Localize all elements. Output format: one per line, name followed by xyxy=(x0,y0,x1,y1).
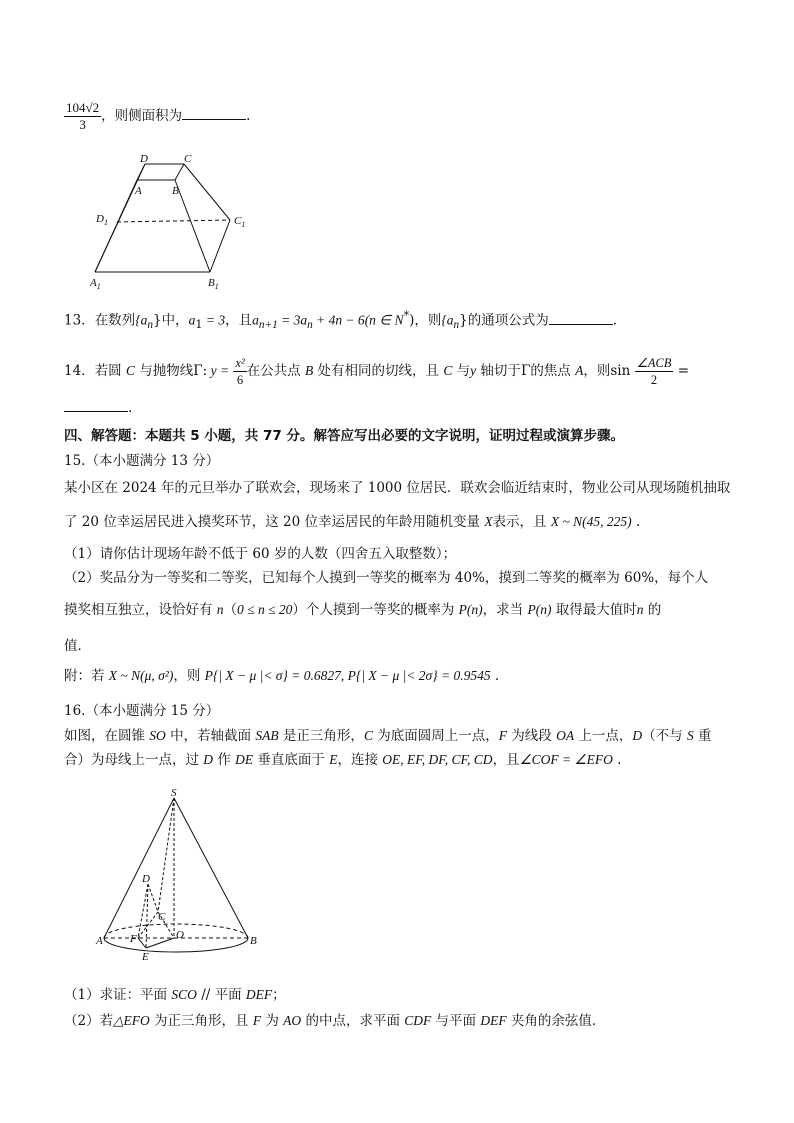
q13-rec-tail: + 4n − 6 xyxy=(312,312,365,328)
q15-note3: . xyxy=(490,668,500,684)
q14-t2: 与抛物线 xyxy=(135,363,194,379)
q16-D2: D xyxy=(203,752,214,767)
q13-t5: 的通项公式为 xyxy=(467,312,549,329)
cone-label-B: B xyxy=(250,935,257,947)
q14-fraction xyxy=(233,355,246,388)
q14-t5: 与 xyxy=(452,363,471,379)
label-A1: $A_1$ xyxy=(90,277,101,291)
q16-s2c: 为 xyxy=(261,1013,284,1029)
q16-OA: OA xyxy=(556,728,575,743)
q14-eq: = xyxy=(673,363,690,379)
q14-gamma: Γ xyxy=(193,363,203,379)
q13-cond-close: ) xyxy=(409,312,415,329)
q15-note1: 附：若 xyxy=(64,668,109,684)
q16-s2a: （2）若 xyxy=(64,1013,114,1029)
q15-s2a: （2）奖品分为一等奖和二等奖，已知每个人摸到一等奖的概率为 40%，摸到二等奖的概率为 60%，每个人 xyxy=(64,570,709,586)
q15-p2c: . xyxy=(631,514,641,530)
q12-frac-num: 104√2 xyxy=(66,100,100,115)
q16-p2f: . xyxy=(612,752,622,768)
q15-s2b3: ）个人摸到一等奖的概率为 xyxy=(292,602,459,618)
q16-p2 xyxy=(64,750,621,770)
q15-s2b2: （ xyxy=(223,602,238,618)
q14-answer-blank xyxy=(64,399,128,412)
q15-s1: （1）请你估计现场年龄不低于 60 岁的人数（四舍五入取整数）； xyxy=(64,546,457,562)
q13-end: . xyxy=(612,312,618,329)
section-4-heading: 四、解答题：本题共 5 小题，共 77 分。解答应写出必要的文字说明，证明过程或演算步骤。 xyxy=(64,428,624,444)
q15-p2a: 了 20 位幸运居民进入摸奖环节，这 20 位幸运居民的年龄用随机变量 xyxy=(64,514,485,530)
q15-dist: X ~ N(45, 225) xyxy=(550,514,632,529)
q13-seq: {a xyxy=(135,312,148,328)
cone-label-S: S xyxy=(171,787,177,799)
q13-t2: 中， xyxy=(161,312,189,329)
q12-fraction xyxy=(64,100,101,133)
cone-label-D: D xyxy=(142,873,150,885)
q14-end: . xyxy=(128,400,133,416)
q14-C: C xyxy=(125,363,135,378)
q16-E: E xyxy=(329,752,338,767)
label-C1: $C_1$ xyxy=(234,215,246,229)
q15-s2b1: 摸奖相互独立，设恰好有 xyxy=(64,602,217,618)
q15-note2: ，则 xyxy=(173,668,205,684)
q13-a1-val: = 3 xyxy=(202,312,226,328)
q15-s2b6: 的 xyxy=(643,602,662,618)
q14-angle-fraction xyxy=(635,355,674,388)
q14-answer-line xyxy=(64,398,132,418)
label-B1: $B_1$ xyxy=(208,277,219,291)
cone-label-F: F xyxy=(130,933,137,945)
cone-label-A: A xyxy=(96,935,103,947)
label-D1: $D_1$ xyxy=(96,213,108,227)
q15-note-dist: X ~ N(μ, σ²) xyxy=(108,668,174,683)
q12-text: ，则侧面积为 xyxy=(101,108,183,124)
q16-SCO: SCO xyxy=(171,987,197,1002)
q14-A: A xyxy=(575,363,584,378)
q16-p1a: 如图，在圆锥 xyxy=(64,728,150,744)
q14-ang-den: 2 xyxy=(650,373,658,387)
q16-DEF2: DEF xyxy=(480,1013,507,1028)
q15-s2c: 值． xyxy=(64,638,91,654)
q16-AO: AO xyxy=(283,1013,302,1028)
q16-s1c: ； xyxy=(272,987,286,1003)
figure-cone xyxy=(94,786,264,971)
q15-Pn2: P(n) xyxy=(527,602,552,617)
q13-rec-sub: n+1 xyxy=(258,319,278,332)
q16-p1c: 是正三角形， xyxy=(278,728,364,744)
q13-number: 13． xyxy=(64,312,95,329)
q16-C: C xyxy=(363,728,373,743)
q13-rec-rhs: = 3a xyxy=(277,312,308,328)
q16-CDF: CDF xyxy=(404,1013,432,1028)
q16-p1e: 为线段 xyxy=(507,728,557,744)
q15-range: 0 ≤ n ≤ 20 xyxy=(237,602,293,617)
q16-SAB: SAB xyxy=(255,728,279,743)
q13-a1-sub: 1 xyxy=(195,318,203,332)
q14-B: B xyxy=(304,363,314,378)
q15-s2b xyxy=(64,600,661,620)
q16-s1b: // 平面 xyxy=(196,987,246,1003)
q16-s1 xyxy=(64,985,286,1005)
q14-y: y = xyxy=(207,363,230,378)
label-B: B xyxy=(172,185,179,197)
q16-s2 xyxy=(64,1011,605,1031)
q16-s2f: 夹角的余弦值． xyxy=(506,1013,606,1029)
q14-t7: 的焦点 xyxy=(530,363,576,379)
q13-rec-rhs-sub: n xyxy=(307,319,313,332)
q16-p2d: ，连接 xyxy=(337,752,383,768)
q16-p2e: ，且 xyxy=(492,752,520,768)
q12-line xyxy=(64,100,250,144)
q12-end: . xyxy=(246,108,251,124)
q15-n: n xyxy=(216,602,224,617)
q14-t4: 处有相同的切线，且 xyxy=(313,363,444,379)
q16-p2a: 合）为母线上一点，过 xyxy=(64,752,204,768)
q16-s2b: 为正三角形，且 xyxy=(149,1013,253,1029)
q12-answer-blank xyxy=(182,107,246,120)
q13-answer-blank xyxy=(549,312,613,325)
q15-X: X xyxy=(484,514,493,529)
q14-number: 14． xyxy=(64,363,95,379)
q14-sin: sin xyxy=(610,363,631,379)
q16-p2c: 垂直底面于 xyxy=(253,752,330,768)
q16-D: D xyxy=(632,728,643,743)
label-C: C xyxy=(184,153,192,165)
figure-frustum xyxy=(80,152,250,292)
q14-yy: y xyxy=(470,363,477,378)
q12-frac-den: 3 xyxy=(79,117,86,132)
q13-t3: ，且 xyxy=(225,312,253,329)
q14-t1: 若圆 xyxy=(94,363,126,379)
q14-ang-num: ∠ACB xyxy=(636,356,672,370)
q13-cond-sup: * xyxy=(403,309,410,322)
q14-colon: : xyxy=(202,363,208,379)
q16-tri: △EFO xyxy=(113,1013,150,1028)
q15-n2: n xyxy=(636,602,644,617)
q13-t4: ，则 xyxy=(414,312,442,329)
q16-p1g: （不与 xyxy=(642,728,687,744)
q13-seq-sub: n xyxy=(147,319,153,332)
q16-S: S xyxy=(686,728,694,743)
q16-F: F xyxy=(498,728,507,743)
cone-label-E: E xyxy=(142,951,149,963)
label-A: A xyxy=(135,185,142,197)
q16-p1f: 上一点， xyxy=(574,728,633,744)
q14-t8: ，则 xyxy=(583,363,611,379)
q16-s1a: （1）求证：平面 xyxy=(64,987,172,1003)
q14-t6: 轴切于 xyxy=(476,363,521,379)
q13-seq-2: {a xyxy=(441,312,454,328)
q13-a1: a xyxy=(188,312,196,328)
q16-s2e: 与平面 xyxy=(431,1013,481,1029)
q16-F2: F xyxy=(252,1013,262,1028)
q13-seq-2-sub: n xyxy=(453,319,460,332)
q13-seq-close: } xyxy=(152,312,162,329)
q13-rec: a xyxy=(252,312,259,328)
q16-p1d: 为底面圆周上一点， xyxy=(372,728,499,744)
q16-p1h: 重 xyxy=(693,728,712,744)
q14-C2: C xyxy=(443,363,453,378)
q15-head: 15.（本小题满分 13 分） xyxy=(64,453,220,469)
q13-cond: (n ∈ N xyxy=(364,312,404,328)
q15-Pn: P(n) xyxy=(458,602,483,617)
q13-seq-2-close: } xyxy=(459,312,468,329)
q16-angle: ∠COF = ∠EFO xyxy=(519,752,613,767)
q14-gamma2: Γ xyxy=(520,363,531,379)
q15-note xyxy=(64,666,499,686)
q15-s2b4: ，求当 xyxy=(482,602,528,618)
q16-p1b: 中，若轴截面 xyxy=(165,728,256,744)
q13-t1: 在数列 xyxy=(94,312,136,329)
label-D: D xyxy=(140,153,148,165)
q16-DE: DE xyxy=(235,752,254,767)
q14-frac-num: x² xyxy=(235,356,245,370)
q14-frac-den: 6 xyxy=(236,373,244,387)
q14-t3: 在公共点 xyxy=(246,363,305,379)
q16-head: 16.（本小题满分 15 分） xyxy=(64,703,220,719)
q14-line xyxy=(64,352,689,390)
q15-p2 xyxy=(64,512,640,532)
q16-DEF: DEF xyxy=(245,987,273,1002)
q16-OE: OE, EF, DF, CF, CD xyxy=(382,752,493,767)
q16-SO: SO xyxy=(149,728,166,743)
q16-s2d: 的中点，求平面 xyxy=(301,1013,405,1029)
q16-p1 xyxy=(64,726,711,746)
q15-p2b: 表示，且 xyxy=(492,514,551,530)
q15-p1: 某小区在 2024 年的元旦举办了联欢会，现场来了 1000 位居民．联欢会临近结束时，物业公司从现场随机抽取 xyxy=(64,480,731,496)
cone-label-O: O xyxy=(176,929,184,941)
q15-note-p: P{| X − μ |< σ} = 0.6827, P{| X − μ |< 2σ} = 0.9545 xyxy=(204,668,491,683)
q16-p2b: 作 xyxy=(213,752,236,768)
cone-label-C: C xyxy=(158,911,166,923)
q15-s2b5: 取得最大值时 xyxy=(551,602,637,618)
q13-line xyxy=(64,306,617,335)
